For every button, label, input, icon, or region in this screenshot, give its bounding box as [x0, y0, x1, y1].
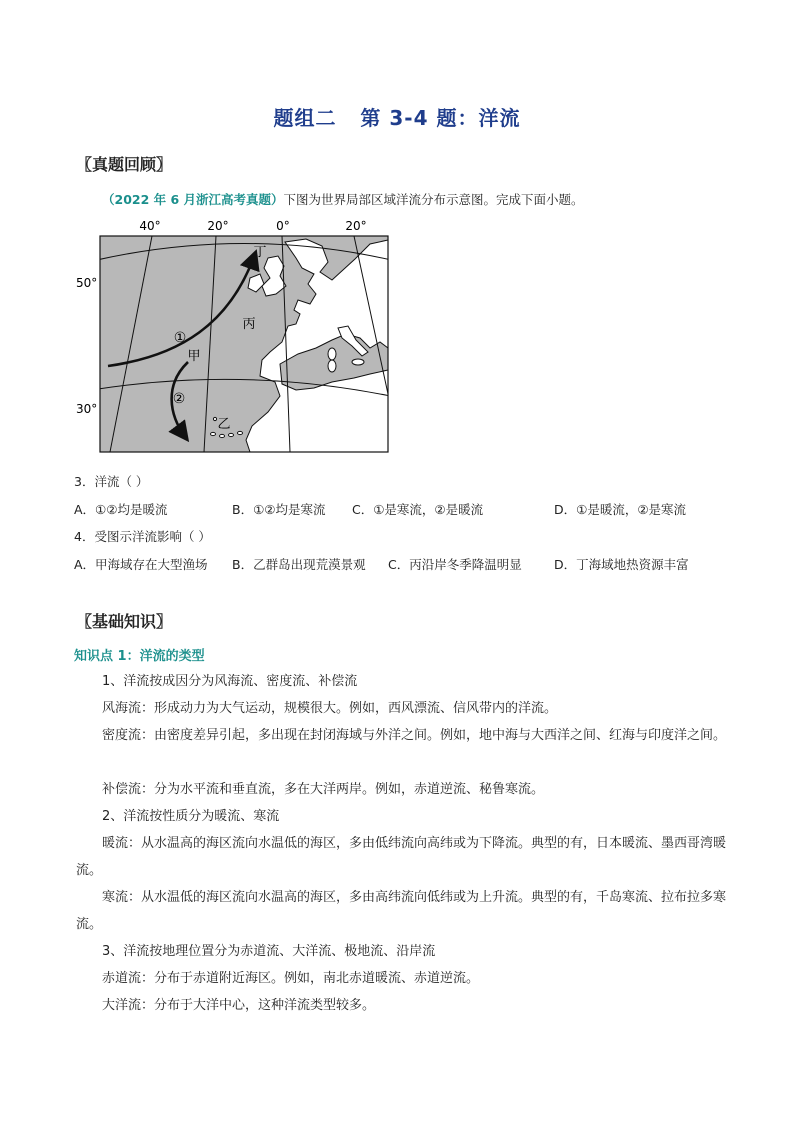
island-canary — [229, 433, 234, 436]
question-intro-text: 下图为世界局部区域洋流分布示意图。完成下面小题。 — [283, 192, 584, 207]
knowledge-point-title: 知识点 1：洋流的类型 — [74, 649, 205, 664]
knowledge-paragraph: 风海流：形成动力为大气运动，规模很大。例如，西风漂流、信风带内的洋流。 — [102, 701, 558, 716]
place-label-jia: 甲 — [187, 349, 201, 364]
knowledge-paragraph: 3、洋流按地理位置分为赤道流、大洋流、极地流、沿岸流 — [102, 944, 436, 959]
island-sardinia — [328, 360, 336, 372]
lon-label: 20° — [345, 219, 367, 233]
knowledge-paragraph: 大洋流：分布于大洋中心，这种洋流类型较多。 — [102, 998, 376, 1013]
knowledge-paragraph: 补偿流：分为水平流和垂直流，多在大洋两岸。例如，赤道逆流、秘鲁寒流。 — [102, 782, 545, 797]
question-source: （2022 年 6 月浙江高考真题） — [102, 192, 284, 207]
island-canary — [238, 431, 243, 434]
section-heading-review: 〖真题回顾〗 — [76, 155, 173, 174]
question-4-option-c: C．丙沿岸冬季降温明显 — [388, 557, 522, 572]
knowledge-paragraph: 赤道流：分布于赤道附近海区。例如，南北赤道暖流、赤道逆流。 — [102, 971, 480, 986]
island-canary — [220, 434, 225, 437]
island-corsica — [328, 348, 336, 360]
question-3-option-a: A．①②均是暖流 — [74, 502, 168, 517]
knowledge-paragraph: 1、洋流按成因分为风海流、密度流、补偿流 — [102, 674, 358, 689]
place-label-yi: 乙 — [217, 417, 231, 432]
ocean-current-map — [70, 214, 400, 458]
knowledge-paragraph: 寒流：从水温低的海区流向水温高的海区，多由高纬流向低纬或为上升流。典型的有，千岛寒流、拉布拉多寒流。 — [76, 890, 727, 932]
current-label-2: ② — [172, 391, 186, 407]
question-intro — [102, 190, 584, 208]
lon-label: 0° — [276, 219, 290, 233]
question-4-option-d: D．丁海域地热资源丰富 — [554, 557, 689, 572]
page-title: 题组二 第 3-4 题：洋流 — [273, 106, 521, 130]
lon-label: 20° — [207, 219, 229, 233]
section-heading-basics: 〖基础知识〗 — [76, 612, 173, 631]
question-3-option-c: C．①是寒流，②是暖流 — [352, 502, 484, 517]
knowledge-paragraph: 密度流：由密度差异引起，多出现在封闭海域与外洋之间。例如，地中海与大西洋之间、红海与印度洋之间。 — [102, 728, 727, 743]
current-label-1: ① — [173, 330, 187, 346]
question-4-stem: 4．受图示洋流影响（ ） — [74, 529, 211, 544]
question-4-option-a: A．甲海域存在大型渔场 — [74, 557, 208, 572]
lon-label: 40° — [139, 219, 161, 233]
question-3-option-b: B．①②均是寒流 — [232, 502, 326, 517]
island-canary — [211, 432, 216, 435]
question-3-stem: 3．洋流（ ） — [74, 474, 149, 489]
question-4-option-b: B．乙群岛出现荒漠景观 — [232, 557, 366, 572]
lat-label: 30° — [76, 402, 98, 416]
knowledge-paragraph: 暖流：从水温高的海区流向水温低的海区，多由低纬流向高纬或为下降流。典型的有，日本暖流、墨西哥湾暖流。 — [76, 836, 727, 878]
place-label-ding: 丁 — [253, 245, 267, 260]
knowledge-paragraph: 2、洋流按性质分为暖流、寒流 — [102, 809, 280, 824]
lat-label: 50° — [76, 276, 98, 290]
island-madeira — [213, 417, 216, 420]
question-3-option-d: D．①是暖流，②是寒流 — [554, 502, 687, 517]
place-label-bing: 丙 — [242, 317, 256, 332]
island-sicily — [352, 359, 364, 365]
